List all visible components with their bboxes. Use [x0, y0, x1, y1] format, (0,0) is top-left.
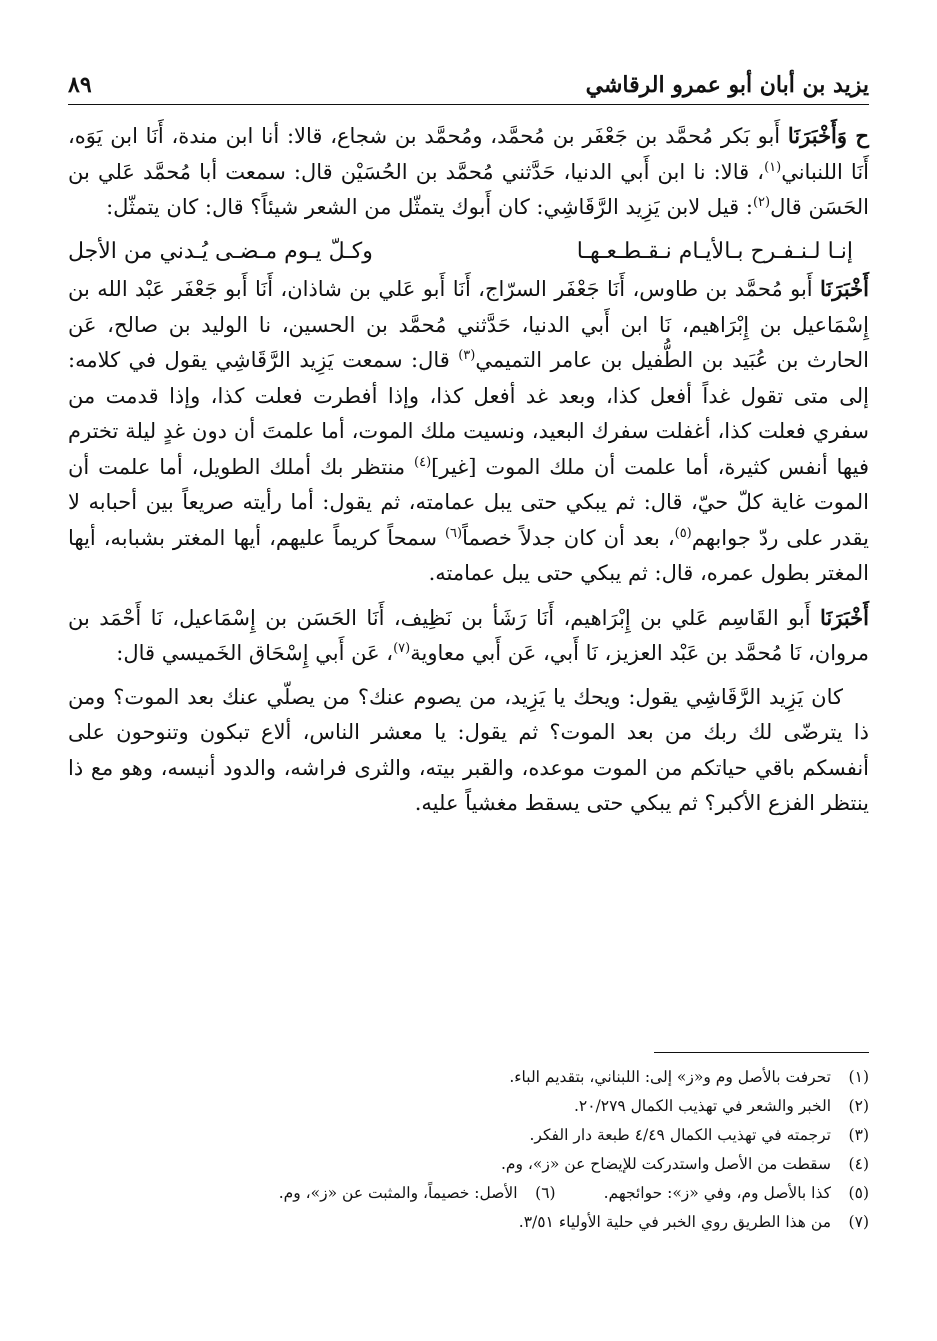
footnote-number: (٦): [535, 1184, 556, 1202]
isnad-opening: أَخْبَرَنَا: [820, 604, 869, 630]
text-fragment: ح: [847, 123, 869, 148]
text-fragment: قال: سمعت يَزِيد الرَّقَاشِي يقول في كلامه: إلى متى تقول غداً أفعل كذا، وبعد غد أفعل كذا، وإذا أفطرت فعلت كذا، وإذا قدمت من سفري فعلت كذا، أغفلت سفرك البعيد، ونسيت ملك الموت، أما علمتَ أن دون غدٍ ليلة تخترم فيها أنفس كثيرة، أما علمت أن ملك الموت [غير]: [68, 348, 869, 479]
main-text: [68, 118, 869, 830]
footnote-text: تحرفت بالأصل وم و«ز» إلى: اللبناني، بتقديم الباء.: [509, 1068, 831, 1086]
footnote-item: [68, 1121, 869, 1150]
footnote-text: الخبر والشعر في تهذيب الكمال ٢٠/٢٧٩.: [573, 1097, 831, 1115]
footnote-item: [279, 1179, 556, 1208]
footnote-item: [68, 1150, 869, 1179]
footnote-number: (١): [848, 1068, 869, 1086]
text-fragment: ، قالا: نا ابن أَبي الدنيا، حَدَّثني مُحمَّد بن الحُسَيْن قال: سمعت أبا مُحمَّد عَلي بن الحَسَن قال: [68, 159, 869, 219]
footnote-ref: (٢): [752, 195, 771, 210]
footnote-ref: (١): [764, 159, 782, 175]
footnote-text: الأصل: خصيماً، والمثبت عن «ز»، وم.: [278, 1184, 518, 1202]
footnote-pair: [68, 1179, 869, 1208]
footnote-ref: (٦): [444, 525, 463, 541]
text-fragment: أَبو بَكر مُحمَّد بن جَعْفَر بن مُحمَّد، ومُحمَّد بن شجاع، قالا: أنا ابن مندة، أَنَا ابن يَوَه، أَنَا اللنباني: [68, 124, 869, 184]
text-fragment: : قيل لابن يَزِيد الرَّقَاشِي: كان أَبوك يتمثّل من الشعر شيئاً؟ قال: كان يتمثّل:: [106, 195, 753, 219]
footnote-text: من هذا الطريق روي الخبر في حلية الأولياء ٣/٥١.: [518, 1213, 831, 1231]
verse-second-hemistich: وكـلّ يـوم مـضـى يُـدني من الأجل: [68, 238, 373, 264]
footnote-number: (٤): [848, 1155, 869, 1173]
footnote-item: [68, 1063, 869, 1092]
footnote-ref: (٥): [674, 525, 692, 541]
footnote-item: [68, 1208, 869, 1237]
footnote-ref: (٧): [393, 641, 411, 656]
running-title: يزيد بن أبان أبو عمرو الرقاشي: [585, 72, 869, 98]
footnote-text: كذا بالأصل وم، وفي «ز»: حوائجهم.: [603, 1184, 831, 1202]
paragraph-1: [68, 118, 869, 226]
text-fragment: سمحاً كريماً عليهم، أيها المغتر بشبابه، أيها المغتر بطول عمره، قال: ثم يبكي حتى يبل عمامته.: [68, 525, 869, 585]
footnote-text: ترجمته في تهذيب الكمال ٤/٤٩ طبعة دار الفكر.: [529, 1126, 831, 1144]
footnotes: [68, 1052, 869, 1237]
footnote-number: (٧): [848, 1213, 869, 1231]
text-fragment: ، بعد أن كان جدلاً خصماً: [462, 525, 675, 550]
paragraph-2: [68, 271, 869, 592]
poem-verse: [68, 234, 869, 270]
text-fragment: أَبو مُحمَّد بن طاوس، أَنَا جَعْفَر السرّاج، أَنَا أَبو عَلي بن شاذان، أَنَا أَبو جَعْفَر عَبْد الله بن إِسْمَاعيل بن إِبْرَاهيم، نَا ابن أَبي الدنيا، حَدَّثني مُحمَّد بن الحسين، نا الوليد بن صالح، عَن الحارث بن عُبَيد بن الطُّفيل بن عامر التميمي: [68, 277, 869, 372]
text-fragment: ، عَن أَبي إِسْحَاق الخَميسي قال:: [116, 641, 394, 665]
verse-first-hemistich: إنـا لـنـفـرح بـالأيـام نـقـطـعـهـا: [576, 238, 853, 264]
footnote-number: (٢): [848, 1097, 869, 1115]
footnote-item: [604, 1179, 869, 1208]
isnad-opening: أَخْبَرَنَا: [820, 276, 869, 301]
footnote-ref: (٣): [458, 348, 476, 363]
paragraph-3: [68, 600, 869, 672]
footnote-separator: [654, 1052, 869, 1053]
isnad-opening: وَأَخْبَرَنَا: [787, 123, 848, 148]
footnote-number: (٣): [848, 1126, 869, 1144]
page-number: ٨٩: [68, 72, 92, 98]
footnote-ref: (٤): [414, 454, 432, 470]
paragraph-4: كان يَزِيد الرَّقَاشِي يقول: ويحك يا يَزِيد، من يصوم عنك؟ من يصلّي عنك بعد الموت؟ ومن ذا يترضّى لك ربك من بعد الموت؟ ثم يقول: يا معشر الناس، ألاع تبكون وتنوحون على أنفسكم باقي حياتكم من الموت موعده، والقبر بيته، والثرى فراشه، والدود أنيسه، وهو مع ذا ينتظر الفزع الأكبر؟ ثم يبكي حتى يسقط مغشياً عليه.: [68, 684, 869, 815]
footnote-item: [68, 1092, 869, 1121]
page-header: [68, 58, 869, 105]
footnote-number: (٥): [848, 1184, 869, 1202]
text-fragment: أَبو القَاسِم عَلي بن إِبْرَاهيم، أَنَا رَشَأ بن نَظِيف، أَنَا الحَسَن بن إِسْمَاعيل، نَا أَحْمَد بن مروان، نَا مُحمَّد بن عَبْد العزيز، نَا أَبي، عَن أَبي معاوية: [68, 605, 869, 665]
text-fragment: منتظر بك أملك الطويل، أما علمت أن الموت غاية كلّ حيّ، قال: ثم يبكي حتى يبل عمامته، ثم يقول: أما رأيته صريعاً بين أحبابه لا يقدر على ردّ جوابهم: [68, 454, 869, 550]
footnote-text: سقطت من الأصل واستدركت للإيضاح عن «ز»، وم.: [500, 1155, 831, 1173]
